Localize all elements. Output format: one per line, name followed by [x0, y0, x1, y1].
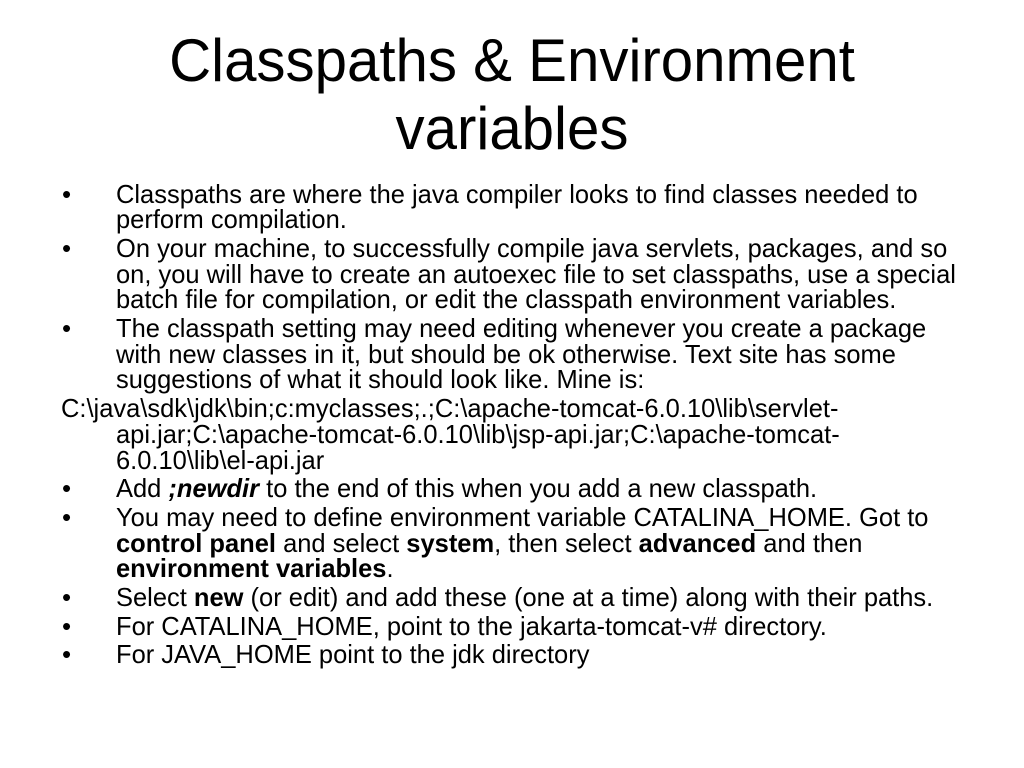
line-text: You may need to define environment variable CATALINA_HOME. Got to [116, 501, 929, 532]
line-text: The classpath setting may need editing whenever you create a package [116, 313, 927, 344]
bullet-marker: • [62, 473, 72, 504]
slide-body [0, 178, 1024, 670]
title-line-2: variables [395, 95, 629, 162]
bullet-item [0, 610, 1024, 641]
text-line [0, 444, 1024, 475]
line-text: perform compilation. [116, 204, 347, 235]
line-text: on, you will have to create an autoexec file to set classpaths, use a special [116, 258, 956, 289]
text-line [0, 473, 1024, 504]
bullet-item [0, 582, 1024, 613]
line-text: C:\java\sdk\jdk\bin;c:myclasses;.;C:\apache-tomcat-6.0.10\lib\servlet- [61, 393, 839, 424]
bullet-item [0, 313, 1024, 395]
bullet-marker: • [62, 582, 72, 613]
line-text: On your machine, to successfully compile java servlets, packages, and so [116, 232, 948, 263]
bullet-marker: • [62, 313, 72, 344]
line-text: For CATALINA_HOME, point to the jakarta-tomcat-v# directory. [116, 610, 827, 641]
bullet-marker: • [62, 610, 72, 641]
line-text: 6.0.10\lib\el-api.jar [116, 444, 325, 475]
line-text: batch file for compilation, or edit the classpath environment variables. [116, 284, 897, 315]
bullet-item [0, 178, 1024, 235]
bullet-item [0, 501, 1024, 584]
text-line [0, 610, 1024, 641]
title-line-1: Classpaths & Environment [169, 27, 855, 94]
line-text: api.jar;C:\apache-tomcat-6.0.10\lib\jsp-api.jar;C:\apache-tomcat- [116, 418, 840, 449]
text-line [0, 582, 1024, 613]
bullet-item [0, 232, 1024, 315]
text-line [0, 284, 1024, 315]
text-line [0, 364, 1024, 395]
line-text: suggestions of what it should look like. Mine is: [116, 364, 645, 395]
bullet-marker: • [62, 232, 72, 263]
text-line [0, 639, 1024, 670]
line-text: Select new (or edit) and add these (one at a time) along with their paths. [116, 582, 934, 613]
bullet-item [0, 473, 1024, 504]
text-line [0, 553, 1024, 584]
line-text: control panel and select system, then select advanced and then [116, 527, 863, 558]
line-text: For JAVA_HOME point to the jdk directory [116, 639, 590, 670]
bullet-item [0, 639, 1024, 670]
line-text: environment variables. [116, 553, 394, 584]
text-line [0, 204, 1024, 235]
line-text: with new classes in it, but should be ok otherwise. Text site has some [116, 338, 896, 369]
line-text: Classpaths are where the java compiler looks to find classes needed to [116, 178, 918, 209]
bullet-marker: • [62, 178, 72, 209]
bullet-marker: • [62, 639, 72, 670]
text-paragraph [0, 393, 1024, 475]
line-text: Add ;newdir to the end of this when you add a new classpath. [116, 473, 818, 504]
slide-title [0, 27, 1024, 163]
bullet-marker: • [62, 501, 72, 532]
